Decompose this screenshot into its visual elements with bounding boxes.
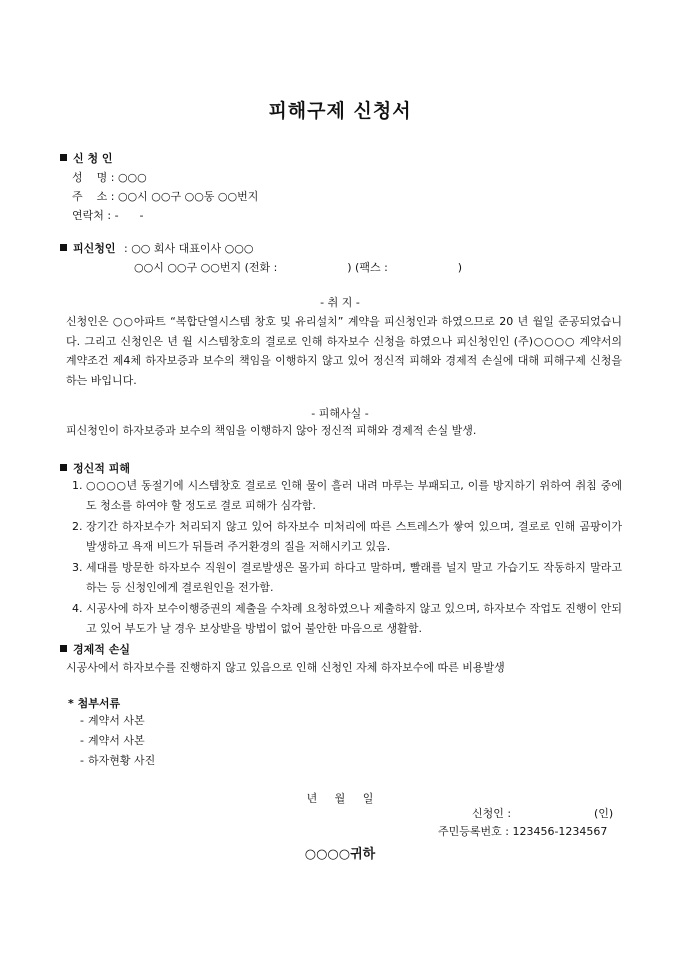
mental-damage-list [66,476,622,640]
attachment-item: - 계약서 사본 [80,734,145,747]
square-bullet-icon [60,464,67,471]
purpose-heading: - 취 지 - [320,296,360,309]
square-bullet-icon [60,154,67,161]
respondent-line1: : ○○ 회사 대표이사 ○○○ [124,242,254,255]
attachment-item: - 계약서 사본 [80,714,145,727]
address-value: ○○시 ○○구 ○○동 ○○번지 [117,190,259,203]
id-value: 123456-1234567 [512,825,608,838]
square-bullet-icon [60,244,67,251]
name-label: 성 명 [72,171,108,184]
facts-heading: - 피해사실 - [311,407,369,420]
date-line: 년 월 일 [306,792,374,805]
signer-label: 신청인 : [472,807,512,820]
respondent-line2: ○○시 ○○구 ○○번지 (전화 : ) (팩스 : ) [134,261,463,274]
mental-damage-heading: 정신적 피해 [60,460,130,476]
name-value: ○○○ [117,171,147,184]
attachment-item: - 하자현황 사진 [80,754,156,767]
contact-value: - - [114,209,144,222]
square-bullet-icon [60,645,67,652]
list-item: 3. 세대를 방문한 하자보수 직원이 결로발생은 몰가피 하다고 말하며, 빨래를 널지 말고 가습기도 작동하지 말라고 하는 등 신청인에게 결로원인을 전가함. [72,561,622,594]
list-item: 2. 장기간 하자보수가 처리되지 않고 있어 하자보수 미처리에 따른 스트레스가 쌓여 있으며, 결로로 인해 곰팡이가 발생하고 욕재 비드가 뒤틀려 주거환경의 질을 저해시키고 있음. [72,520,622,553]
addressee: ○○○○귀하 [304,847,376,862]
economic-loss-heading: 경제적 손실 [60,641,130,657]
applicant-heading: 신 청 인 [60,150,113,166]
id-row [438,823,607,839]
list-item: 4. 시공사에 하자 보수이행증권의 제출을 수차례 요청하였으나 제출하지 않고 있으며, 하자보수 작업도 진행이 안되고 있어 부도가 날 경우 보상받을 방법이 없어 불안한 마음으로 생활함. [72,602,622,635]
list-item: 1. ○○○○년 동절기에 시스템창호 결로로 인해 물이 흘러 내려 마루는 부패되고, 이를 방지하기 위하여 취침 중에도 청소를 하여야 할 정도로 결로 피해가 심각함. [72,479,622,512]
signer-seal: (인) [594,807,614,820]
id-label: 주민등록번호 : [438,825,509,838]
facts-text: 피신청인이 하자보증과 보수의 책임을 이행하지 않아 정신적 피해와 경제적 손실 발생. [66,424,477,437]
economic-loss-text: 시공사에서 하자보수를 진행하지 않고 있음으로 인해 신청인 자체 하자보수에 따른 비용발생 [66,661,505,674]
applicant-contact-row: 연락처 : - - [72,209,144,222]
contact-label: 연락처 [72,209,104,222]
respondent-heading: 피신청인 [60,240,116,256]
applicant-address-row: 주 소 : ○○시 ○○구 ○○동 ○○번지 [72,190,259,203]
attachments-heading: * 첨부서류 [68,697,121,710]
document-title: 피해구제 신청서 [268,100,412,122]
purpose-text: 신청인은 ○○아파트 “복합단열시스템 창호 및 유리설치” 계약을 피신청인과 하였으므로 20 년 월일 준공되었습니다. 그리고 신청인은 년 월 시스템창호의 결로로 인해 하자보수 신청을 하였으나 피신청인인 (주)○○○○ 계약서의 계약조건 제4체 하자보증과 보수의 책임을 이행하지 않고 있어 정신적 피해와 경제적 손실에 대해 피해구제 신청을 하는 바입니다. [66,315,622,387]
applicant-name-row: 성 명 : ○○○ [72,171,147,184]
address-label: 주 소 [72,190,108,203]
